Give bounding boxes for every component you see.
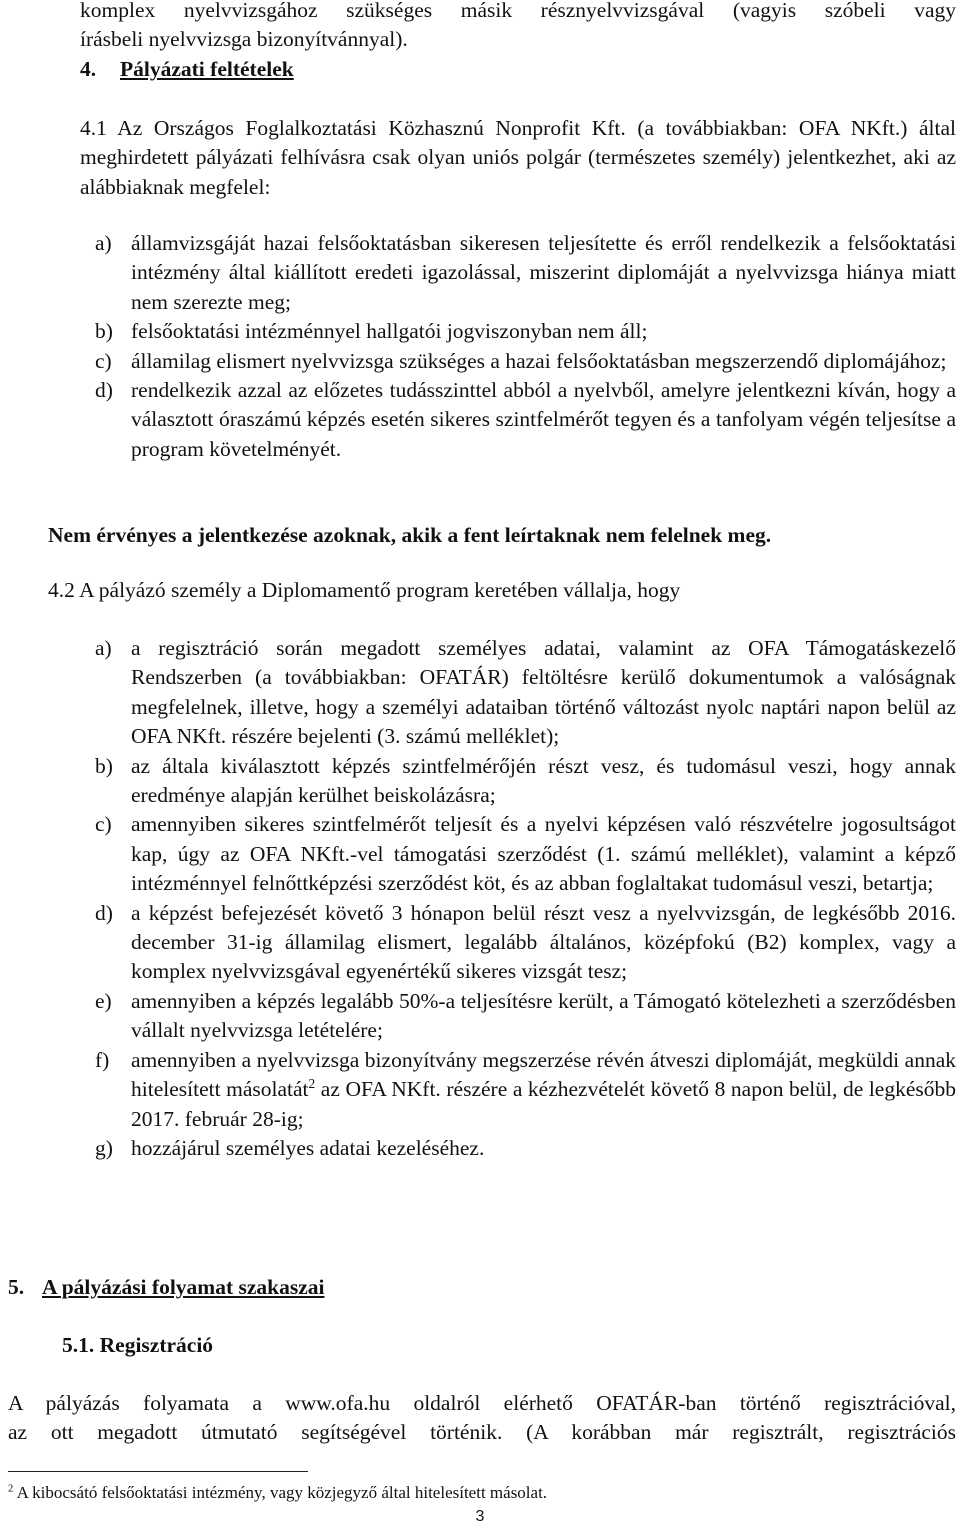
intro-continuation [80,0,956,55]
list-item-text: államilag elismert nyelvvizsga szükséges a hazai felsőoktatásban megszerzendő diplomájához; [131,348,947,373]
list-item-label: g) [95,1135,113,1160]
list-item-text: az általa kiválasztott képzés szintfelmérőjén részt vesz, és tudomásul veszi, hogy annak eredménye alapján kerülhet beiskolázásra; [131,753,956,808]
registration-line-2: az ott megadott útmutató segítségével történik. (A korábban már regisztrált, regisztrációs [8,1420,956,1445]
list-item-text: államvizsgáját hazai felsőoktatásban sikeresen teljesítette és erről rendelkezik a felsőoktatási intézmény által kiállított eredeti igazolással, miszerint diplomáját a nyelvvizsga hiánya miatt nem szerezte meg; [131,231,956,314]
section-4-heading [80,55,294,84]
list-item-label: f) [95,1047,110,1072]
obligations-list [95,634,956,1163]
list-item-label: a) [95,231,112,255]
section-5-title: A pályázási folyamat szakaszai [42,1275,325,1299]
list-item [95,376,956,464]
list-item-label: e) [95,988,112,1013]
paragraph-4-2: 4.2 A pályázó személy a Diplomamentő program keretében vállalja, hogy [48,578,681,602]
list-item-label: c) [95,348,112,373]
list-item-label: b) [95,319,113,344]
list-item-text: a regisztráció során megadott személyes adatai, valamint az OFA Támogatáskezelő Rendszerben (a továbbiakban: OFATÁR) feltöltésre kerülő dokumentumok a valóságnak megfelelnek, illetve, hogy a személyi adataiban történő változást nyolc naptári napon belül az OFA NKft. részére bejelenti (3. számú melléklet); [131,636,956,749]
list-item-label: d) [95,378,113,403]
list-item [95,347,956,376]
list-item [95,810,956,898]
paragraph-4-1: 4.1 Az Országos Foglalkoztatási Közhasznú Nonprofit Kft. (a továbbiakban: OFA NKft.) által meghirdetett pályázati felhívásra csak olyan uniós polgár (természetes személy) jelentkezhet, aki az alábbiaknak megfelel: [80,116,956,199]
list-item [95,229,956,317]
list-item [95,752,956,811]
footnote-text: A kibocsátó felsőoktatási intézmény, vagy közjegyző által hitelesített másolat. [13,1483,548,1502]
registration-paragraph [8,1389,956,1448]
list-item-text-continued: az OFA NKft. részére a kézhezvételét követő 8 napon belül, de legkésőbb 2017. február 28-ig; [131,1077,956,1131]
section-5-1-heading [62,1331,213,1360]
eligibility-list [95,229,956,464]
footnote [8,1482,547,1504]
section-5-1-number: 5.1. [62,1333,95,1357]
list-item [95,317,956,346]
list-item-label: d) [95,900,113,925]
section-4-title: Pályázati feltételek [120,57,294,81]
section-5-number: 5. [8,1275,25,1299]
page-number: 3 [475,1508,485,1525]
list-item-text: rendelkezik azzal az előzetes tudásszinttel abból a nyelvből, amelyre jelentkezni kíván, hogy a választott óraszámú képzés esetén sikeres szintfelmérőt tegyen és a tanfolyam végén teljesítse a program követelményét. [131,378,956,461]
list-item-label: b) [95,753,113,778]
intro-line-1: komplex nyelvvizsgához szükséges másik résznyelvvizsgával (vagyis szóbeli vagy [80,0,956,22]
list-item [95,1046,956,1134]
section-4-number: 4. [80,57,97,81]
list-item [95,1134,956,1163]
section-5-heading [8,1273,324,1302]
registration-line-1: A pályázás folyamata a www.ofa.hu oldalról elérhető OFATÁR-ban történő regisztrációval, [8,1391,956,1415]
list-item-text: felsőoktatási intézménnyel hallgatói jogviszonyban nem áll; [131,319,648,344]
footnote-reference: 2 [308,1075,316,1091]
list-item-text: a képzést befejezését követő 3 hónapon belül részt vesz a nyelvvizsgán, de legkésőbb 2016. december 31-ig államilag elismert, legalább általános, középfokú (B2) komplex, vagy a komplex nyelvvizsgával egyenértékű sikeres vizsgát tesz; [131,900,956,984]
footnote-separator [8,1471,308,1472]
list-item-text: amennyiben a nyelvvizsga bizonyítvány megszerzése révén átveszi diplomáját, megküldi annak hitelesített másolatát [131,1047,956,1102]
list-item [95,899,956,987]
list-item [95,634,956,752]
list-item-text: amennyiben a képzés legalább 50%-a teljesítésre került, a Támogató kötelezheti a szerződésben vállalt nyelvvizsga letételére; [131,988,956,1043]
list-item-label: a) [95,636,112,660]
list-item-text: hozzájárul személyes adatai kezeléséhez. [131,1135,485,1160]
list-item-label: c) [95,812,112,837]
section-5-1-title: Regisztráció [99,1333,214,1357]
list-item [95,987,956,1046]
footnote-marker: 2 [8,1483,14,1495]
intro-line-2: írásbeli nyelvvizsga bizonyítvánnyal). [80,27,408,52]
bold-notice: Nem érvényes a jelentkezése azoknak, akik a fent leírtaknak nem felelnek meg. [48,523,772,547]
list-item-text: amennyiben sikeres szintfelmérőt teljesít és a nyelvi képzésen való részvételre jogosultságot kap, úgy az OFA NKft.-vel támogatási szerződést (1. számú melléklet), valamint a képző intézménnyel felnőttképzési szerződést köt, és az abban foglaltakat tudomásul veszi, betartja; [131,812,956,896]
